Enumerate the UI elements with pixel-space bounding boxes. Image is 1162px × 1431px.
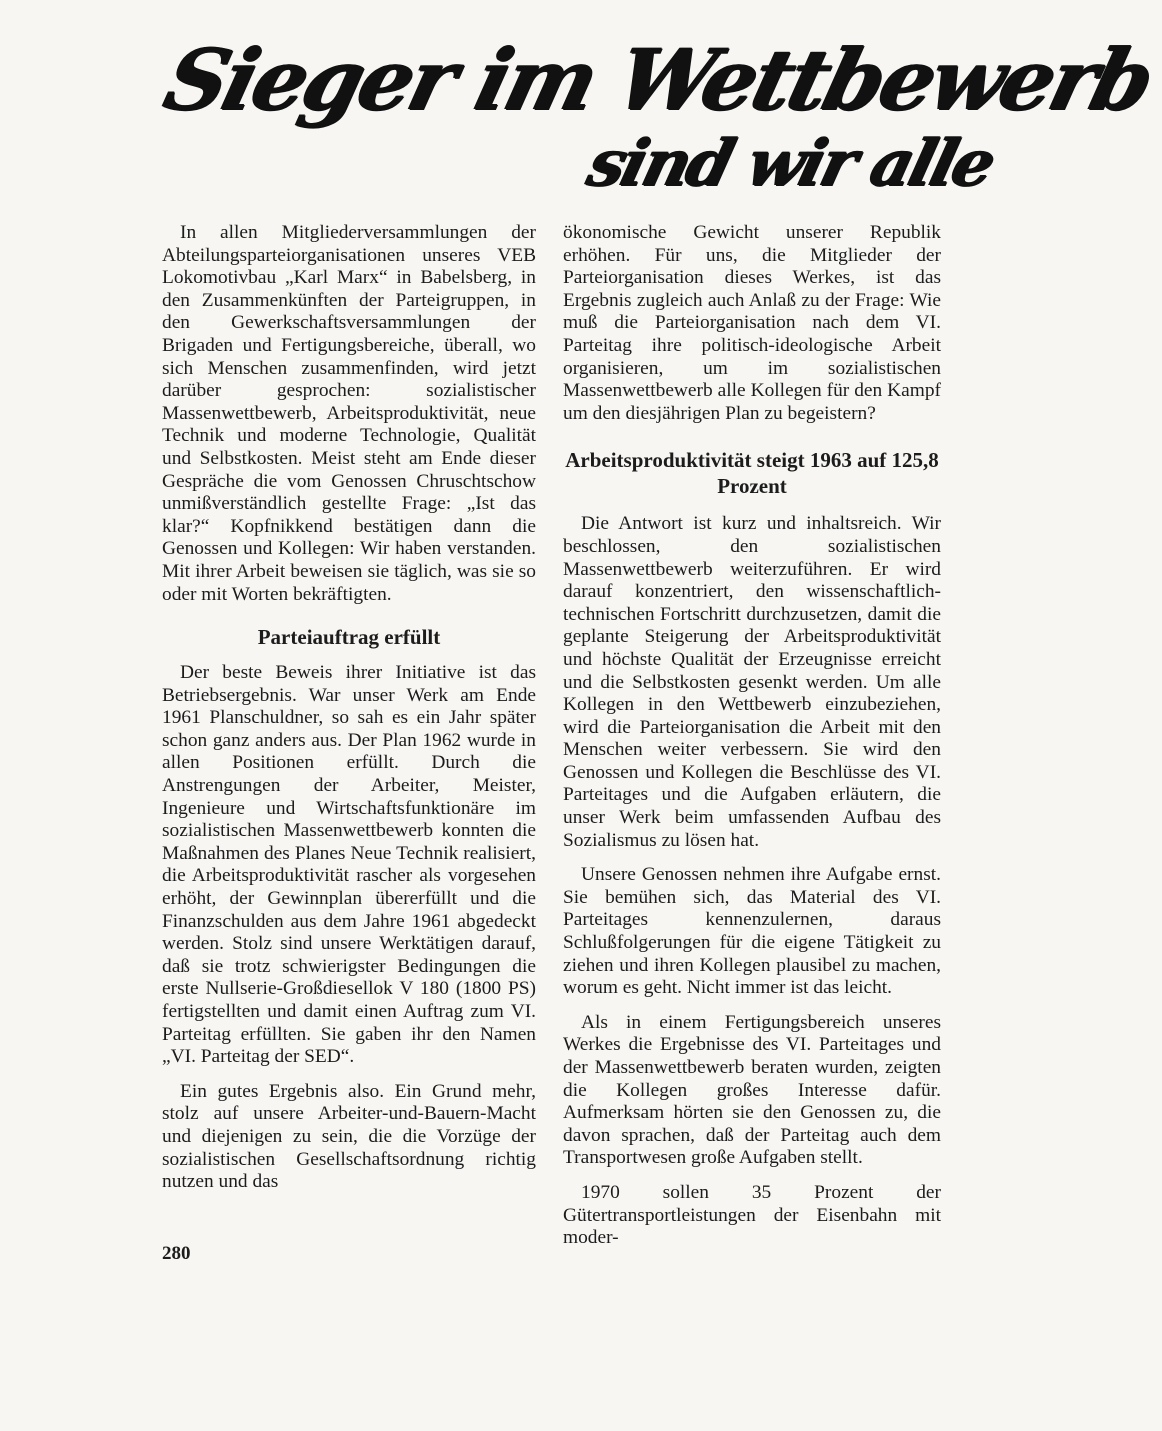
headline-line-1: Sieger im Wettbewerb	[155, 30, 1162, 129]
paragraph: Ein gutes Ergebnis also. Ein Grund mehr, stolz auf unsere Arbeiter-und-Bauern-Macht und diejenigen zu sein, die die Vorzüge der sozialistischen Gesellschaftsordnung richtig nutzen und das	[162, 1080, 536, 1193]
paragraph: In allen Mitgliederversammlungen der Abteilungsparteiorganisationen unseres VEB Lokomotivbau „Karl Marx“ in Babelsberg, in den Zusammenkünften der Parteigruppen, in den Gewerkschaftsversammlungen der Brigaden und Fertigungsbereiche, überall, wo sich Menschen zusammenfinden, wird jetzt darüber gesprochen: sozialistischer Massenwettbewerb, Arbeitsproduktivität, neue Technik und moderne Technologie, Qualität und Selbstkosten. Meist steht am Ende dieser Gespräche die vom Genossen Chruschtschow unmißverständlich gestellte Frage: „Ist das klar?“ Kopfnikkend bestätigen dann die Genossen und Kollegen: Wir haben verstanden. Mit ihrer Arbeit beweisen sie täglich, was sie so oder mit Worten bekräftigten.	[162, 222, 536, 605]
paragraph: Die Antwort ist kurz und inhaltsreich. Wir beschlossen, den sozialistischen Massenwettbewerb weiterzuführen. Er wird darauf konzentriert, den wissenschaftlich-technischen Fortschritt durchzusetzen, damit die geplante Steigerung der Arbeitsproduktivität und höchste Qualität der Erzeugnisse erreicht und die Selbstkosten gesenkt werden. Um alle Kollegen in den Wettbewerb einzubeziehen, wird die Parteiorganisation die Arbeit mit den Menschen weiter verbessern. Sie wird den Genossen und Kollegen die Beschlüsse des VI. Parteitages und die Aufgaben erläutern, die unser Werk beim umfassenden Aufbau des Sozialismus zu lösen hat.	[563, 513, 941, 851]
paragraph: Der beste Beweis ihrer Initiative ist das Betriebsergebnis. War unser Werk am Ende 1961 Planschuldner, so sah es ein Jahr später schon ganz anders aus. Der Plan 1962 wurde in allen Positionen erfüllt. Durch die Anstrengungen der Arbeiter, Meister, Ingenieure und Wirtschaftsfunktionäre im sozialistischen Massenwettbewerb konnten die Maßnahmen des Planes Neue Technik realisiert, die Arbeitsproduktivität rascher als vorgesehen erhöht, der Gewinnplan übererfüllt und die Finanzschulden aus dem Jahre 1961 abgedeckt werden. Stolz sind unsere Werktätigen darauf, daß sie trotz schwierigster Bedingungen die erste Nullserie-Großdiesellok V 180 (1800 PS) fertigstellten und damit einen Auftrag zum VI. Parteitag erfüllten. Sie gaben ihr den Namen „VI. Parteitag der SED“.	[162, 662, 536, 1068]
paragraph: 1970 sollen 35 Prozent der Gütertransportleistungen der Eisenbahn mit moder-	[563, 1181, 941, 1249]
section-heading: Arbeitsproduktivität steigt 1963 auf 125,8 Prozent	[565, 448, 939, 499]
section-heading: Parteiauftrag erfüllt	[257, 625, 441, 650]
paragraph: ökonomische Gewicht unserer Republik erhöhen. Für uns, die Mitglieder der Parteiorganisation dieses Werkes, ist das Ergebnis zugleich auch Anlaß zu der Frage: Wie muß die Parteiorganisation nach dem VI. Parteitag ihre politisch-ideologische Arbeit organisieren, um im sozialistischen Massenwettbewerb alle Kollegen für den Kampf um den diesjährigen Plan zu begeistern?	[563, 222, 941, 424]
right-column	[563, 222, 941, 1262]
left-column	[162, 222, 536, 1206]
paragraph: Als in einem Fertigungsbereich unseres Werkes die Ergebnisse des VI. Parteitages und der Massenwettbewerb beraten wurden, zeigten die Kollegen großes Interesse dafür. Aufmerksam hörten sie den Genossen zu, die davon sprachen, daß der Parteitag auch dem Transportwesen große Aufgaben stellt.	[563, 1011, 941, 1169]
paragraph: Unsere Genossen nehmen ihre Aufgabe ernst. Sie bemühen sich, das Material des VI. Parteitages kennenzulernen, daraus Schlußfolgerungen für die eigene Tätigkeit zu ziehen und ihren Kollegen plausibel zu machen, worum es geht. Nicht immer ist das leicht.	[563, 864, 941, 999]
headline-line-2: sind wir alle	[580, 126, 1001, 201]
page-number: 280	[162, 1243, 191, 1264]
